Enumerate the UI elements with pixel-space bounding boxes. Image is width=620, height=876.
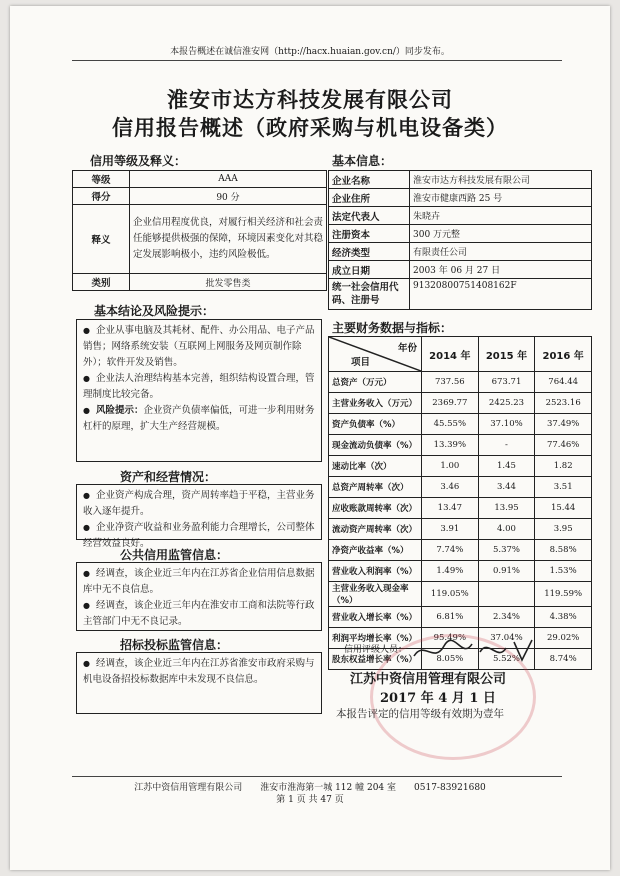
table-row: 类别 批发零售类 <box>73 274 327 291</box>
publication-notice: 本报告概述在诚信淮安网（http://hacx.huaian.gov.cn/）同步发布。 <box>170 47 450 57</box>
bidding-box <box>76 652 322 714</box>
metric-value: 29.02% <box>535 628 592 649</box>
metric-label: 营业收入利润率（%） <box>329 561 422 582</box>
header-rule <box>72 60 562 61</box>
footer-contact: 江苏中资信用管理有限公司 淮安市淮海第一城 112 幢 204 室 0517-83921680 <box>134 783 486 793</box>
metric-value: 2523.16 <box>535 393 592 414</box>
metric-value: 0.91% <box>478 561 535 582</box>
risk-item <box>83 403 315 435</box>
metric-value: 37.04% <box>478 628 535 649</box>
metric-value: 3.44 <box>478 477 535 498</box>
conclusion-title: 基本结论及风险提示： <box>94 304 215 318</box>
metric-label: 股东权益增长率（%） <box>329 649 422 670</box>
metric-value: 5.52% <box>478 649 535 670</box>
metric-label: 流动资产周转率（次） <box>329 519 422 540</box>
page-number: 第 1 页 共 47 页 <box>276 795 344 805</box>
metric-label: 营业收入增长率（%） <box>329 607 422 628</box>
metric-label: 主营业务收入（万元） <box>329 393 422 414</box>
table-header-row <box>329 337 592 372</box>
financial-body <box>329 372 592 670</box>
metric-value: 15.44 <box>535 498 592 519</box>
metric-value: 764.44 <box>535 372 592 393</box>
table-row <box>329 519 592 540</box>
operations-box <box>76 484 322 549</box>
metric-value: 95.49% <box>422 628 479 649</box>
metric-value: 13.39% <box>422 435 479 456</box>
metric-value: 1.00 <box>422 456 479 477</box>
metric-value: 2.34% <box>478 607 535 628</box>
credit-table <box>72 170 327 291</box>
metric-value: 8.74% <box>535 649 592 670</box>
table-row: 等级 AAA <box>73 171 327 188</box>
metric-value: 3.95 <box>535 519 592 540</box>
public-supervision-title: 公共信用监管信息： <box>120 548 229 562</box>
public-supervision-box <box>76 562 322 631</box>
list-item: ● 经调查，该企业近三年内在江苏省淮安市政府采购与机电设备招投标数据库中未发现不良信息。 <box>83 656 315 688</box>
metric-value: 13.47 <box>422 498 479 519</box>
table-row <box>329 561 592 582</box>
conclusion-box <box>76 319 322 462</box>
metric-value: 119.59% <box>535 582 592 607</box>
financial-table <box>328 336 592 670</box>
metric-value: 119.05% <box>422 582 479 607</box>
metric-value: 737.56 <box>422 372 479 393</box>
metric-value: 2369.77 <box>422 393 479 414</box>
metric-value: - <box>478 435 535 456</box>
table-row: 企业住所 淮安市健康西路 25 号 <box>329 189 592 207</box>
table-row <box>329 607 592 628</box>
metric-value: 3.91 <box>422 519 479 540</box>
company-title: 淮安市达方科技发展有限公司 <box>167 87 453 112</box>
handwritten-signature <box>410 634 540 668</box>
metric-value: 673.71 <box>478 372 535 393</box>
list-item: ● 企业法人治理结构基本完善，组织结构设置合理，管理制度比较完备。 <box>83 371 315 403</box>
basic-info-title: 基本信息： <box>332 154 393 168</box>
metric-label: 总资产周转率（次） <box>329 477 422 498</box>
metric-value <box>478 582 535 607</box>
list-item: ● 经调查，该企业近三年内在江苏省企业信用信息数据库中无不良信息。 <box>83 566 315 598</box>
table-row: 经济类型 有限责任公司 <box>329 243 592 261</box>
metric-value: 37.10% <box>478 414 535 435</box>
operations-title: 资产和经营情况： <box>120 470 217 484</box>
metric-value: 2425.23 <box>478 393 535 414</box>
document-page <box>10 6 610 870</box>
metric-value: 7.74% <box>422 540 479 561</box>
risk-label: 风险提示： <box>95 405 144 416</box>
list-item: ● 企业资产构成合理，资产周转率趋于平稳，主营业务收入逐年提升。 <box>83 488 315 520</box>
metric-label: 利润平均增长率（%） <box>329 628 422 649</box>
metric-value: 4.38% <box>535 607 592 628</box>
table-row: 法定代表人 朱晓卉 <box>329 207 592 225</box>
table-row <box>329 540 592 561</box>
table-row <box>329 456 592 477</box>
metric-value: 3.46 <box>422 477 479 498</box>
reviewer-label: 信用评级人员： <box>344 645 408 655</box>
metric-value: 6.81% <box>422 607 479 628</box>
financial-title: 主要财务数据与指标： <box>332 321 453 335</box>
year-header: 2014 年 <box>422 337 479 372</box>
table-row <box>329 372 592 393</box>
report-date: 2017 年 4 月 1 日 <box>380 691 496 706</box>
footer-rule <box>72 776 562 777</box>
table-row: 得分 90 分 <box>73 188 327 205</box>
metric-value: 5.37% <box>478 540 535 561</box>
metric-value: 1.45 <box>478 456 535 477</box>
metric-label: 速动比率（次） <box>329 456 422 477</box>
metric-value: 1.53% <box>535 561 592 582</box>
metric-label: 净资产收益率（%） <box>329 540 422 561</box>
diagonal-header-cell: 年份 项目 <box>329 337 422 372</box>
metric-label: 总资产（万元） <box>329 372 422 393</box>
metric-value: 13.95 <box>478 498 535 519</box>
report-title: 信用报告概述（政府采购与机电设备类） <box>112 115 508 140</box>
table-row <box>329 414 592 435</box>
metric-label: 主营业务收入现金率（%） <box>329 582 422 607</box>
table-row <box>329 582 592 607</box>
list-item: ● 经调查，该企业近三年内在淮安市工商和法院等行政主管部门中无不良记录。 <box>83 598 315 630</box>
risk-text: 企业资产负债率偏低，可进一步利用财务杠杆的原理，扩大生产经营规模。 <box>83 405 315 432</box>
list-item: ● 企业净资产收益和业务盈利能力合理增长，公司整体经营效益良好。 <box>83 520 315 552</box>
metric-value: 3.51 <box>535 477 592 498</box>
metric-value: 1.82 <box>535 456 592 477</box>
metric-label: 现金流动负债率（%） <box>329 435 422 456</box>
table-row <box>329 393 592 414</box>
table-row: 成立日期 2003 年 06 月 27 日 <box>329 261 592 279</box>
metric-label: 应收账款周转率（次） <box>329 498 422 519</box>
table-row: 统一社会信用代码、注册号 91320800751408162F <box>329 279 592 310</box>
credit-section-title: 信用等级及释义： <box>90 154 187 168</box>
metric-value: 8.58% <box>535 540 592 561</box>
table-row: 释义 企业信用程度优良，对履行相关经济和社会责任能够提供极强的保障，环境因素变化对其稳定发展影响极小，违约风险极低。 <box>73 205 327 274</box>
metric-value: 4.00 <box>478 519 535 540</box>
year-header: 2016 年 <box>535 337 592 372</box>
table-row <box>329 477 592 498</box>
metric-value: 1.49% <box>422 561 479 582</box>
metric-label: 资产负债率（%） <box>329 414 422 435</box>
year-header: 2015 年 <box>478 337 535 372</box>
bidding-title: 招标投标监管信息： <box>120 638 229 652</box>
metric-value: 45.55% <box>422 414 479 435</box>
rating-org: 江苏中资信用管理有限公司 <box>350 672 507 687</box>
metric-value: 8.05% <box>422 649 479 670</box>
metric-value: 37.49% <box>535 414 592 435</box>
table-row <box>329 435 592 456</box>
list-item: ● 企业从事电脑及其耗材、配件、办公用品、电子产品销售；网络系统安装（互联网上网服务及网页制作除外）；软件开发及销售。 <box>83 323 315 371</box>
table-row: 企业名称 淮安市达方科技发展有限公司 <box>329 171 592 189</box>
validity-note: 本报告评定的信用等级有效期为壹年 <box>336 708 504 720</box>
basic-info-table <box>328 170 592 310</box>
table-row <box>329 498 592 519</box>
metric-value: 77.46% <box>535 435 592 456</box>
table-row: 注册资本 300 万元整 <box>329 225 592 243</box>
